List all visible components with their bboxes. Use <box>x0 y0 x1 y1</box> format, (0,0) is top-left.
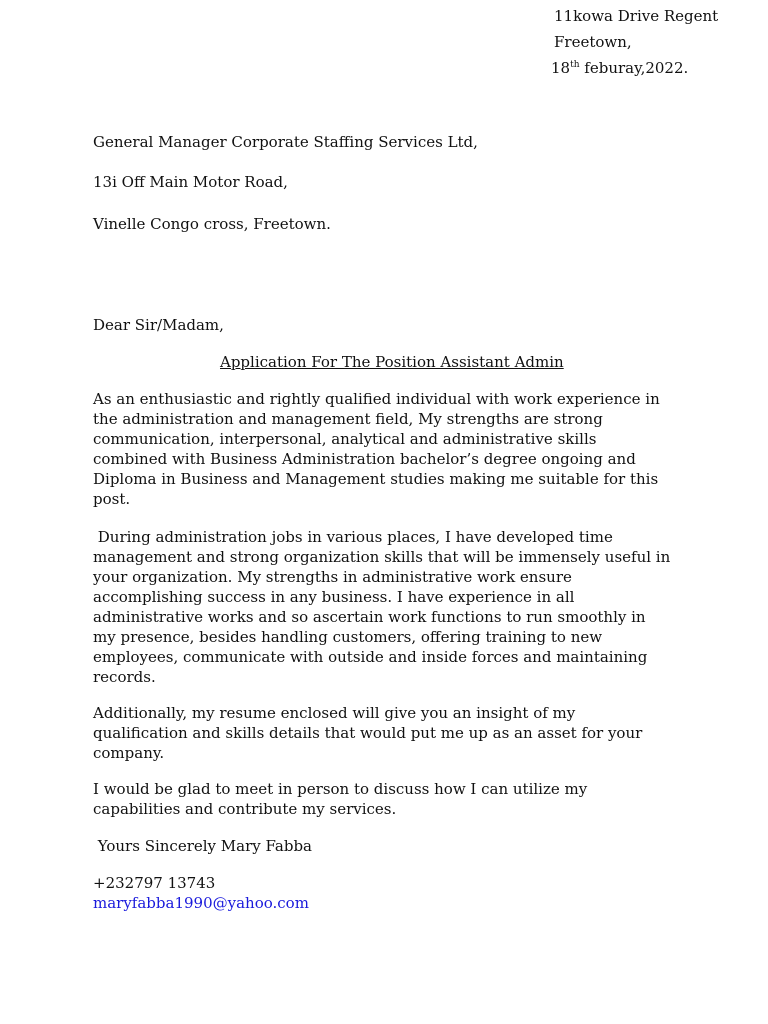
body-paragraph-1 <box>93 389 663 509</box>
closing-signature: Yours Sincerely Mary Fabba <box>93 837 312 855</box>
paragraph-line: qualification and skills details that would put me up as an asset for your <box>93 724 643 742</box>
paragraph-line: During administration jobs in various places, I have developed time <box>93 528 613 546</box>
recipient-line-3: Vinelle Congo cross, Freetown. <box>93 215 331 233</box>
paragraph-line: communication, interpersonal, analytical and administrative skills <box>93 430 597 448</box>
date-suffix: th <box>570 60 580 70</box>
sender-address-line-2: Freetown, <box>554 33 632 51</box>
paragraph-line: administrative works and so ascertain work functions to run smoothly in <box>93 608 646 626</box>
subject-line: Application For The Position Assistant Admin <box>220 353 564 371</box>
date-day: 18 <box>551 59 571 77</box>
recipient-line-1: General Manager Corporate Staffing Services Ltd, <box>93 133 478 151</box>
paragraph-line: combined with Business Administration bachelor’s degree ongoing and <box>93 450 636 468</box>
paragraph-line: my presence, besides handling customers, offering training to new <box>93 628 603 646</box>
paragraph-line: employees, communicate with outside and inside forces and maintaining <box>93 648 648 666</box>
sender-address-line-1: 11kowa Drive Regent <box>554 7 719 25</box>
body-paragraph-2 <box>93 527 671 687</box>
paragraph-line: capabilities and contribute my services. <box>93 800 397 818</box>
paragraph-line: company. <box>93 744 165 762</box>
letter-date <box>551 55 688 81</box>
paragraph-line: accomplishing success in any business. I have experience in all <box>93 588 575 606</box>
paragraph-line: the administration and management field, My strengths are strong <box>93 410 603 428</box>
salutation: Dear Sir/Madam, <box>93 316 224 334</box>
contact-email-link[interactable]: maryfabba1990@yahoo.com <box>93 894 309 912</box>
paragraph-line: Additionally, my resume enclosed will give you an insight of my <box>93 704 576 722</box>
body-paragraph-4 <box>93 779 663 819</box>
recipient-line-2: 13i Off Main Motor Road, <box>93 173 288 191</box>
paragraph-line: As an enthusiastic and rightly qualified individual with work experience in <box>93 390 660 408</box>
paragraph-line: your organization. My strengths in administrative work ensure <box>93 568 572 586</box>
paragraph-line: post. <box>93 490 131 508</box>
contact-phone: +232797 13743 <box>93 874 216 892</box>
paragraph-line: Diploma in Business and Management studies making me suitable for this <box>93 470 659 488</box>
paragraph-line: management and strong organization skills that will be immensely useful in <box>93 548 671 566</box>
date-rest: feburay,2022. <box>579 59 689 77</box>
paragraph-line: I would be glad to meet in person to discuss how I can utilize my <box>93 780 588 798</box>
paragraph-line: records. <box>93 668 156 686</box>
body-paragraph-3 <box>93 703 663 763</box>
